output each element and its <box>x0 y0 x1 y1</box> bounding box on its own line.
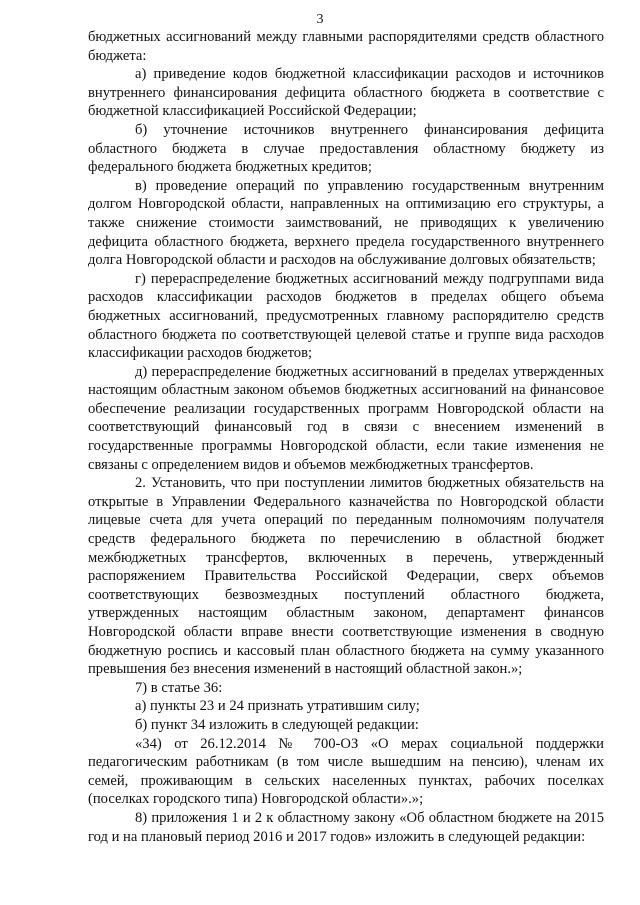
paragraph: «34) от 26.12.2014 № 700-ОЗ «О мерах социальной поддержки педагогическим работникам (в том числе вышедшим на пенсию), членам их семей, проживающим в сельских населенных пунктах, рабочих поселках (поселках городского типа) Новгородской области».»; <box>88 735 604 808</box>
paragraph: а) приведение кодов бюджетной классификации расходов и источников внутреннего финансирования дефицита областного бюджета в соответствие с бюджетной классификацией Российской Федерации; <box>88 66 604 120</box>
paragraph: б) уточнение источников внутреннего финансирования дефицита областного бюджета в случае предоставления областному бюджету из федерального бюджета бюджетных кредитов; <box>88 121 604 176</box>
paragraph: бюджетных ассигнований между главными распорядителями средств областного бюджета: <box>88 29 604 64</box>
paragraph: 2. Установить, что при поступлении лимитов бюджетных обязательств на открытые в Управлении Федерального казначейства по Новгородской области лицевые счета для учета операций по переданным полномочиям получателя средств федерального бюджета по перечислению в областной бюджет межбюджетных трансфертов, включенных в перечень, утвержденный распоряжением Правительства Российской Федерации, сверх объемов соответствующих безвозмездных поступлений областного бюджета, утвержденных настоящим областным законом, департамент финансов Новгородской области вправе внести соответствующие изменения в сводную бюджетную роспись и кассовый план областного бюджета на сумму указанного превышения без внесения изменений в настоящий областной закон.»; <box>88 475 604 678</box>
paragraph: в) проведение операций по управлению государственным внутренним долгом Новгородской области, направленных на оптимизацию его структуры, а также снижение стоимости заимствований, не приводящих к увеличению дефицита областного бюджета, верхнего предела государственного внутреннего долга Новгородской области и расходов на обслуживание долговых обязательств; <box>88 177 604 269</box>
paragraph: 8) приложения 1 и 2 к областному закону «Об областном бюджете на 2015 год и на плановый период 2016 и 2017 годов» изложить в следующей редакции: <box>88 809 604 845</box>
paragraph: д) перераспределение бюджетных ассигнований в пределах утвержденных настоящим областным законом объемов бюджетных ассигнований на финансовое обеспечение реализации государственных программ Новгородской области на соответствующий финансовый год в связи с внесением изменений в государственные программы Новгородской области, если такие изменения не связаны с определением видов и объемов межбюджетных трансфертов. <box>88 363 604 473</box>
paragraph: 7) в статье 36: <box>135 679 223 696</box>
paragraph: б) пункт 34 изложить в следующей редакции: <box>135 716 419 733</box>
paragraph: г) перераспределение бюджетных ассигнований между подгруппами вида расходов классификации расходов бюджетов в пределах общего объема бюджетных ассигнований, предусмотренных главному распорядителю средств областного бюджета по соответствующей целевой статье и группе вида расходов классификации расходов бюджетов; <box>88 270 604 362</box>
paragraph: а) пункты 23 и 24 признать утратившим силу; <box>135 698 420 715</box>
document-body <box>88 28 604 846</box>
page-number: 3 <box>316 12 324 27</box>
